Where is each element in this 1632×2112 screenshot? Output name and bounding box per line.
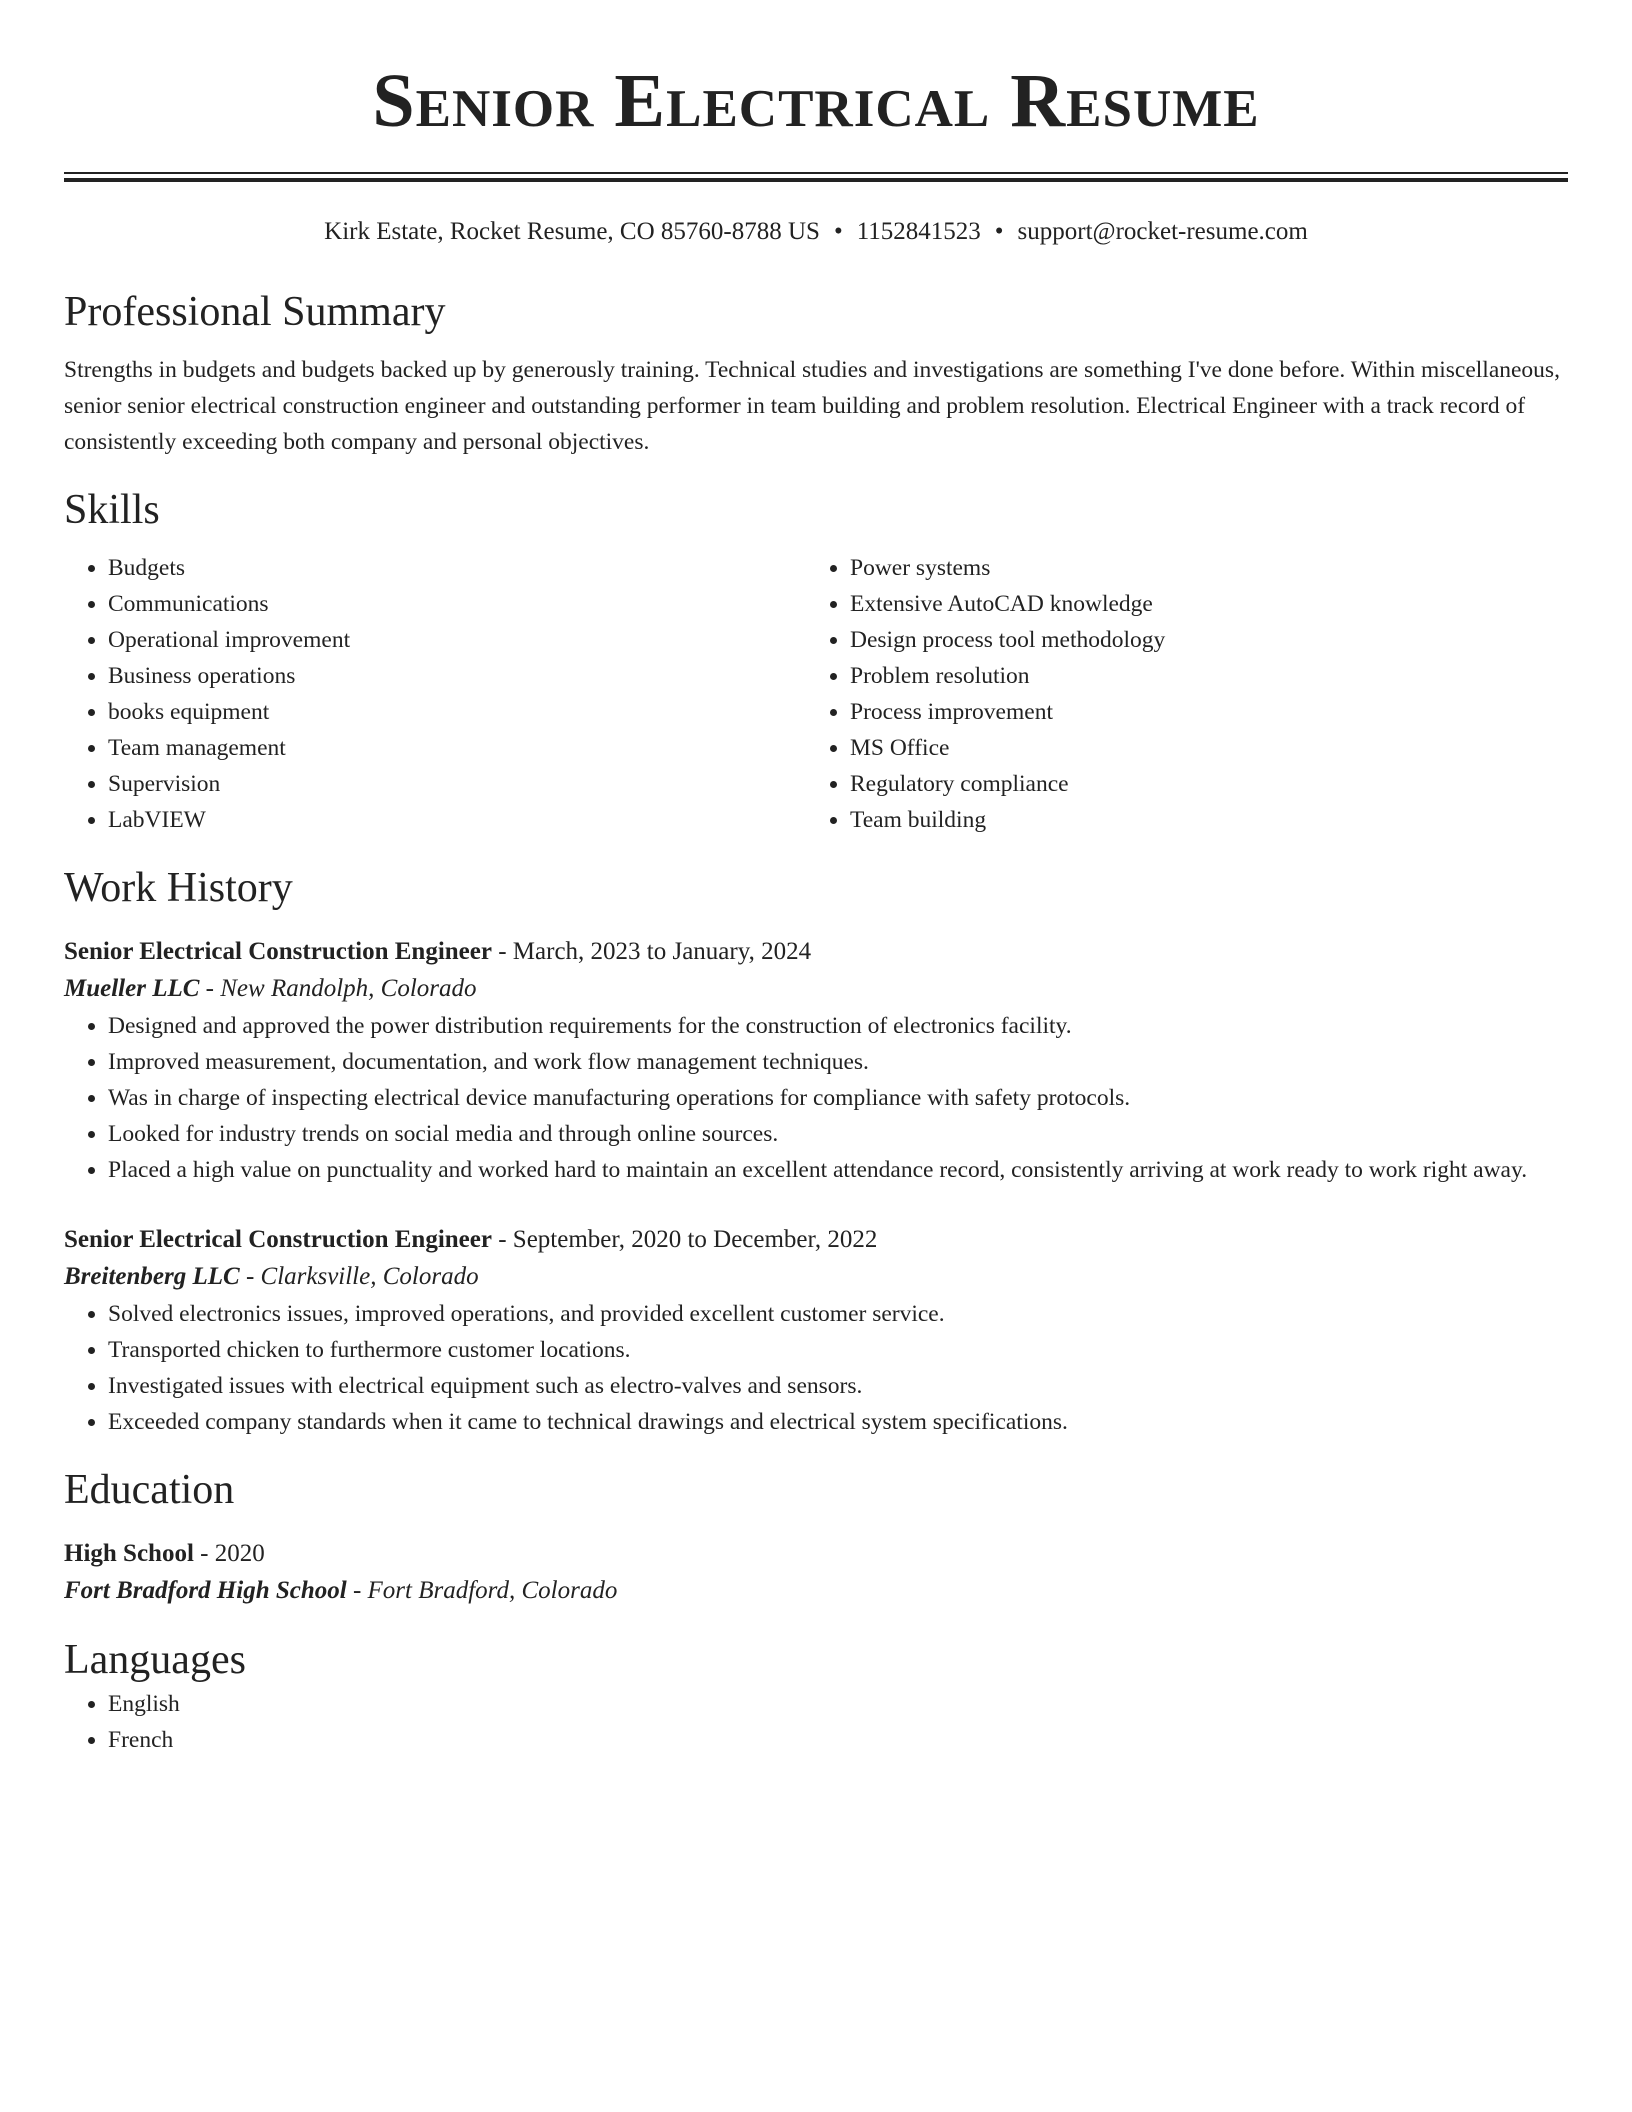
skill-item: • Communications — [108, 586, 806, 622]
title-double-rule — [64, 172, 1568, 182]
work-history-heading: Work History — [64, 865, 293, 911]
job-employer-line — [64, 1258, 1568, 1296]
education-school-line — [64, 1572, 1568, 1610]
contact-separator: • — [833, 218, 843, 245]
languages-heading: Languages — [64, 1637, 246, 1683]
resume-title: Senior Electrical Resume — [372, 59, 1260, 143]
languages-list — [64, 1686, 1568, 1758]
education-heading: Education — [64, 1467, 235, 1513]
job-dates: - September, 2020 to December, 2022 — [491, 1226, 878, 1253]
job-title: Senior Electrical Construction Engineer — [64, 1226, 492, 1253]
skill-item: • Design process tool methodology — [850, 622, 1548, 658]
skill-item: • Budgets — [108, 550, 806, 586]
skills-grid — [64, 550, 1568, 838]
education-location: - Fort Bradford, Colorado — [346, 1577, 618, 1604]
skill-item: • Team building — [850, 802, 1548, 838]
contact-separator: • — [994, 218, 1004, 245]
job-location: - New Randolph, Colorado — [199, 975, 477, 1002]
job-duty-item: • Exceeded company standards when it came to technical drawings and electrical system specifications. — [108, 1404, 1568, 1440]
job-company: Breitenberg LLC — [64, 1263, 240, 1290]
contact-line — [64, 216, 1568, 248]
job-duties-list — [64, 1008, 1568, 1188]
skill-item: • Power systems — [850, 550, 1548, 586]
summary-text: Strengths in budgets and budgets backed up by generously training. Technical studies and investigations are something I've done before. Within miscellaneous, senior senior electrical construction engineer and outstanding performer in team building and problem resolution. Electrical Engineer with a track record of consistently exceeding both company and personal objectives. — [64, 357, 1560, 455]
job-header — [64, 1222, 1568, 1258]
skill-item: • Process improvement — [850, 694, 1548, 730]
language-item: • English — [108, 1686, 1568, 1722]
education-year: - 2020 — [193, 1540, 265, 1567]
job-duty-item: • Was in charge of inspecting electrical device manufacturing operations for compliance with safety protocols. — [108, 1080, 1568, 1116]
skills-heading: Skills — [64, 487, 160, 533]
skills-column-right — [806, 550, 1548, 838]
skill-item: • Business operations — [108, 658, 806, 694]
job-duty-item: • Placed a high value on punctuality and worked hard to maintain an excellent attendance record, consistently arriving at work ready to work right away. — [108, 1152, 1568, 1188]
skill-item: • MS Office — [850, 730, 1548, 766]
job-title: Senior Electrical Construction Engineer — [64, 938, 492, 965]
skills-column-left — [64, 550, 806, 838]
language-item: • French — [108, 1722, 1568, 1758]
contact-phone: 1152841523 — [856, 218, 981, 245]
contact-address: Kirk Estate, Rocket Resume, CO 85760-8788 US — [324, 218, 820, 245]
job-duty-item: • Transported chicken to furthermore customer locations. — [108, 1332, 1568, 1368]
job-entry — [64, 1222, 1568, 1440]
skill-item: • Extensive AutoCAD knowledge — [850, 586, 1548, 622]
skill-item: • Team management — [108, 730, 806, 766]
job-header — [64, 934, 1568, 970]
skill-item: • Supervision — [108, 766, 806, 802]
job-duty-item: • Improved measurement, documentation, and work flow management techniques. — [108, 1044, 1568, 1080]
job-dates: - March, 2023 to January, 2024 — [491, 938, 812, 965]
skills-list-left — [64, 550, 806, 838]
skill-item: • Operational improvement — [108, 622, 806, 658]
education-school: Fort Bradford High School — [64, 1577, 347, 1604]
education-degree: High School — [64, 1540, 194, 1567]
job-duty-item: • Designed and approved the power distribution requirements for the construction of electronics facility. — [108, 1008, 1568, 1044]
skills-list-right — [806, 550, 1548, 838]
job-company: Mueller LLC — [64, 975, 200, 1002]
job-duty-item: • Solved electronics issues, improved operations, and provided excellent customer service. — [108, 1296, 1568, 1332]
job-duty-item: • Looked for industry trends on social media and through online sources. — [108, 1116, 1568, 1152]
skill-item: • Regulatory compliance — [850, 766, 1548, 802]
skill-item: • books equipment — [108, 694, 806, 730]
job-duty-item: • Investigated issues with electrical equipment such as electro-valves and sensors. — [108, 1368, 1568, 1404]
job-location: - Clarksville, Colorado — [239, 1263, 479, 1290]
skill-item: • LabVIEW — [108, 802, 806, 838]
job-duties-list — [64, 1296, 1568, 1440]
job-entry — [64, 934, 1568, 1188]
summary-heading: Professional Summary — [64, 289, 446, 335]
skill-item: • Problem resolution — [850, 658, 1548, 694]
education-degree-line — [64, 1536, 1568, 1572]
job-employer-line — [64, 970, 1568, 1008]
contact-email: support@rocket-resume.com — [1017, 218, 1308, 245]
